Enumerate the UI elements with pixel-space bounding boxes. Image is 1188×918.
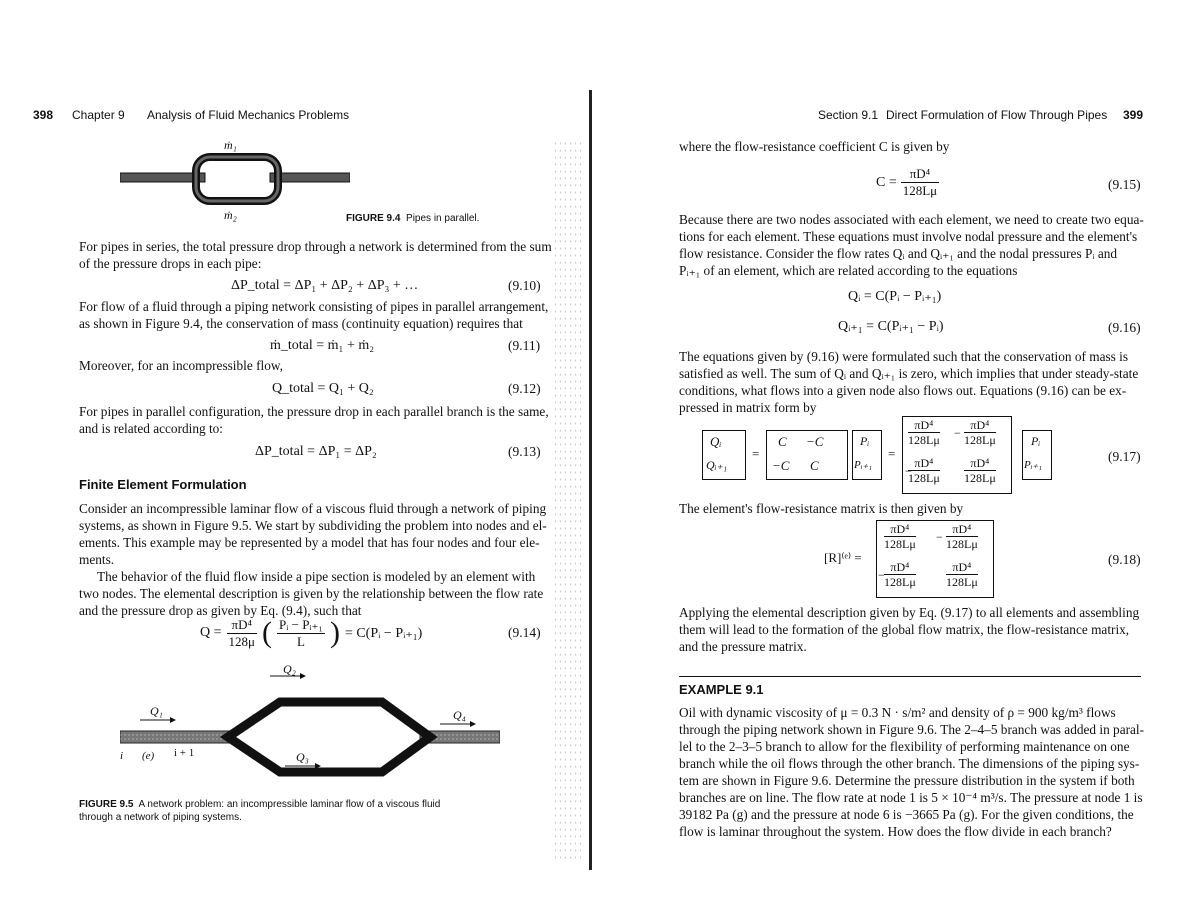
text-line: pressed in matrix form by: [679, 400, 817, 415]
m1-label: ṁ₁: [224, 138, 237, 152]
paren-close: ): [329, 616, 340, 649]
left-running-title: Analysis of Fluid Mechanics Problems: [147, 108, 350, 122]
eq-lhs: C =: [876, 174, 897, 190]
pipe-network-drawing: [120, 662, 500, 790]
equation-9-16b: Qᵢ₊₁ = C(Pᵢ₊₁ − Pᵢ): [838, 319, 944, 334]
equation-9-12: Q_total = Q₁ + Q₂: [272, 381, 374, 396]
book-spine: [589, 90, 592, 870]
equation-9-10-number: (9.10): [508, 278, 541, 293]
denominator: 128Lμ: [964, 433, 996, 447]
matrix-entry: [964, 418, 996, 447]
para-series: [79, 238, 552, 272]
text-line: lel to the 2–3–5 branch to allow for the flexibility of performing maintenance on one: [679, 739, 1130, 754]
matrix-entry: [884, 560, 916, 589]
text-line: systems, as shown in Figure 9.5. We start by subdividing the problem into nodes and el-: [79, 518, 547, 533]
numerator: Pᵢ − Pᵢ₊₁: [279, 616, 323, 632]
para-fem-intro: [79, 500, 547, 568]
minus-sign: −: [878, 568, 885, 582]
right-section: Section 9.1: [818, 108, 879, 122]
matrix-entry: [964, 456, 996, 485]
minus-sign: −: [905, 464, 912, 478]
text-line: Oil with dynamic viscosity of μ = 0.3 N · s/m² and density of ρ = 900 kg/m³ flows: [679, 705, 1116, 720]
matrix-pi1: Pᵢ₊₁: [854, 459, 873, 471]
para-two-nodes: [679, 211, 1144, 279]
text-line: For flow of a fluid through a piping network consisting of pipes in parallel arrangement,: [79, 299, 549, 314]
text-line: through the piping network shown in Figure 9.6. The 2–4–5 branch was added in paral-: [679, 722, 1145, 737]
text-line: For pipes in series, the total pressure drop through a network is determined from the sum: [79, 239, 552, 254]
text-line: 39182 Pa (g) and the pressure at node 6 is −3665 Pa (g). For the given conditions, the: [679, 807, 1134, 822]
matrix-entry: [908, 418, 940, 447]
denominator: L: [297, 633, 305, 649]
text-line: flow is laminar throughout the system. How does the flow divide in each branch?: [679, 824, 1112, 839]
matrix-entry: [908, 456, 940, 485]
text-line: Pᵢ₊₁ of an element, which are related according to the equations: [679, 263, 1018, 278]
right-running-title: Direct Formulation of Flow Through Pipes: [886, 108, 1108, 122]
equation-9-17: [702, 416, 1032, 496]
text-line: For pipes in parallel configuration, the pressure drop in each parallel branch is the same,: [79, 404, 549, 419]
left-chapter: Chapter 9: [72, 108, 125, 122]
figure-9-4-caption: [346, 212, 479, 225]
figure-9-4-label: FIGURE 9.4: [346, 213, 401, 224]
denominator: 128Lμ: [908, 433, 940, 447]
text-line: ments.: [79, 552, 115, 567]
text-line: them will lead to the formation of the global flow matrix, the flow-resistance matrix,: [679, 622, 1130, 637]
equation-9-13: ΔP_total = ΔP₁ = ΔP₂: [255, 444, 377, 459]
equation-9-18-number: (9.18): [1108, 552, 1141, 567]
text-line: two nodes. The elemental description is given by the relationship between the flow rate: [79, 586, 544, 601]
example-rule: [679, 676, 1141, 677]
denominator: 128Lμ: [946, 575, 978, 589]
equation-9-17-number: (9.17): [1108, 449, 1141, 464]
equation-9-15: [876, 166, 939, 199]
numerator: πD⁴: [952, 560, 972, 574]
minus-sign: −: [936, 530, 943, 544]
text-line: and is related according to:: [79, 421, 223, 436]
node-i-plus-1-label: i + 1: [174, 747, 195, 759]
denominator: 128μ: [228, 633, 255, 649]
figure-9-5-text: A network problem: an incompressible laminar flow of a viscous fluid: [138, 799, 441, 810]
para-assembling: [679, 604, 1139, 655]
matrix-entry: [946, 522, 978, 551]
text-line: tem are shown in Figure 9.6. Determine the pressure distribution in the system if both: [679, 773, 1135, 788]
para-element-behavior: [79, 568, 543, 619]
equation-9-18: [876, 520, 994, 600]
minus-sign: −: [954, 426, 961, 440]
text-line: Applying the elemental description given by Eq. (9.17) to all elements and assembling: [679, 605, 1140, 620]
matrix-c: C: [778, 434, 787, 449]
left-page-number: 398: [33, 108, 54, 122]
equation-9-13-number: (9.13): [508, 444, 541, 459]
pressure-vector-rhs: [1022, 430, 1052, 480]
figure-9-5-text-2: through a network of piping systems.: [79, 812, 242, 823]
matrix-entry: [884, 522, 916, 551]
figure-9-4-text: Pipes in parallel.: [406, 213, 480, 224]
denominator: 128Lμ: [884, 537, 916, 551]
equation-9-15-number: (9.15): [1108, 177, 1141, 192]
text-line: conditions, what flows into a given node also flows out. Equations (9.16) can be ex-: [679, 383, 1127, 398]
text-line: The equations given by (9.16) were formulated such that the conservation of mass is: [679, 349, 1129, 364]
q4-label: Q₄: [453, 708, 466, 722]
text-line: The behavior of the fluid flow inside a pipe section is modeled by an element with: [97, 569, 536, 584]
text-line: flow resistance. Consider the flow rates Qᵢ and Qᵢ₊₁ and the nodal pressures Pᵢ and: [679, 246, 1118, 261]
equals: =: [888, 446, 896, 461]
numerator: πD⁴: [914, 456, 934, 470]
equals: =: [752, 446, 760, 461]
section-heading: Finite Element Formulation: [79, 477, 247, 492]
para-parallel: [79, 298, 548, 332]
denominator: 128Lμ: [964, 471, 996, 485]
denominator: 128Lμ: [908, 471, 940, 485]
binding-shadow: [553, 140, 583, 860]
eq-fraction: [227, 617, 257, 650]
text-line: tions for each element. These equations must involve nodal pressure and the element's: [679, 229, 1138, 244]
text-line: of the pressure drops in each pipe:: [79, 256, 262, 271]
text-line: satisfied as well. The sum of Qᵢ and Qᵢ₊₁ is zero, which implies that under steady-state: [679, 366, 1139, 381]
text-line: branches are on line. The flow rate at node 1 is 5 × 10⁻⁴ m³/s. The pressure at node 1 is: [679, 790, 1143, 805]
right-page-number: 399: [1123, 108, 1144, 122]
para-conservation: [679, 348, 1138, 416]
m2-label: ṁ₂: [224, 208, 237, 222]
denominator: 128Lμ: [884, 575, 916, 589]
equation-9-14: [200, 616, 422, 650]
matrix-c: C: [810, 458, 819, 473]
figure-9-4: [120, 138, 350, 228]
q1-label: Q₁: [150, 704, 163, 718]
text-line: Because there are two nodes associated with each element, we need to create two equa-: [679, 212, 1144, 227]
text-line: as shown in Figure 9.4, the conservation of mass (continuity equation) requires that: [79, 316, 523, 331]
numerator: πD⁴: [890, 560, 910, 574]
para-incompressible: Moreover, for an incompressible flow,: [79, 358, 283, 373]
figure-9-5: [120, 662, 500, 790]
numerator: πD⁴: [227, 617, 257, 634]
eq-fraction: [277, 617, 325, 650]
node-i-label: i: [120, 750, 124, 762]
matrix-pi1: Pᵢ₊₁: [1024, 459, 1043, 471]
text-line: and the pressure matrix.: [679, 639, 807, 654]
equation-9-11: ṁ_total = ṁ₁ + ṁ₂: [270, 338, 375, 353]
equation-9-16-number: (9.16): [1108, 320, 1141, 335]
matrix-entry: [946, 560, 978, 589]
figure-9-5-caption: [79, 798, 440, 824]
equation-9-11-number: (9.11): [508, 338, 541, 353]
numerator: πD⁴: [970, 456, 990, 470]
matrix-qi1: Qᵢ₊₁: [706, 458, 728, 472]
denominator: 128Lμ: [946, 537, 978, 551]
text-line: branch while the oil flows through the other branch. The dimensions of the piping sys-: [679, 756, 1140, 771]
figure-9-5-label: FIGURE 9.5: [79, 799, 134, 810]
q2-label: Q₂: [283, 662, 296, 676]
eq-fraction: [901, 166, 939, 199]
para-pressure-drop: [79, 403, 549, 437]
eq-lhs: Q =: [200, 625, 222, 640]
equation-9-18-lhs: [R]⁽ᵉ⁾ =: [824, 550, 862, 565]
bracket-right: [736, 430, 746, 480]
text-line: and the pressure drop as given by Eq. (9.4), such that: [79, 603, 362, 618]
matrix-pi: Pᵢ: [1031, 434, 1041, 448]
denominator: 128Lμ: [902, 183, 938, 198]
paren-open: (: [262, 616, 272, 649]
para-example: [679, 704, 1144, 840]
para-resistance-coef: where the flow-resistance coefficient C is given by: [679, 139, 950, 154]
matrix-minus-c: −C: [772, 458, 790, 473]
equation-9-12-number: (9.12): [508, 381, 541, 396]
matrix-minus-c: −C: [806, 434, 824, 449]
numerator: πD⁴: [901, 166, 939, 183]
example-heading: EXAMPLE 9.1: [679, 682, 764, 697]
element-e-label: (e): [142, 750, 155, 762]
text-line: Consider an incompressible laminar flow of a viscous fluid through a network of piping: [79, 501, 547, 516]
equation-9-10: ΔP_total = ΔP₁ + ΔP₂ + ΔP₃ + …: [231, 278, 419, 293]
eq-rhs: = C(Pᵢ − Pᵢ₊₁): [344, 625, 423, 641]
matrix-pi: Pᵢ: [860, 434, 870, 448]
para-matrix-given: The element's flow-resistance matrix is then given by: [679, 501, 964, 516]
numerator: πD⁴: [890, 522, 910, 536]
equation-9-14-number: (9.14): [508, 625, 541, 640]
equation-9-16a: Qᵢ = C(Pᵢ − Pᵢ₊₁): [848, 289, 942, 304]
numerator: πD⁴: [914, 418, 934, 432]
numerator: πD⁴: [952, 522, 972, 536]
q3-label: Q₃: [296, 750, 309, 764]
numerator: πD⁴: [970, 418, 990, 432]
text-line: ements. This example may be represented by a model that has four nodes and four ele-: [79, 535, 540, 550]
matrix-qi: Qᵢ: [710, 434, 722, 449]
